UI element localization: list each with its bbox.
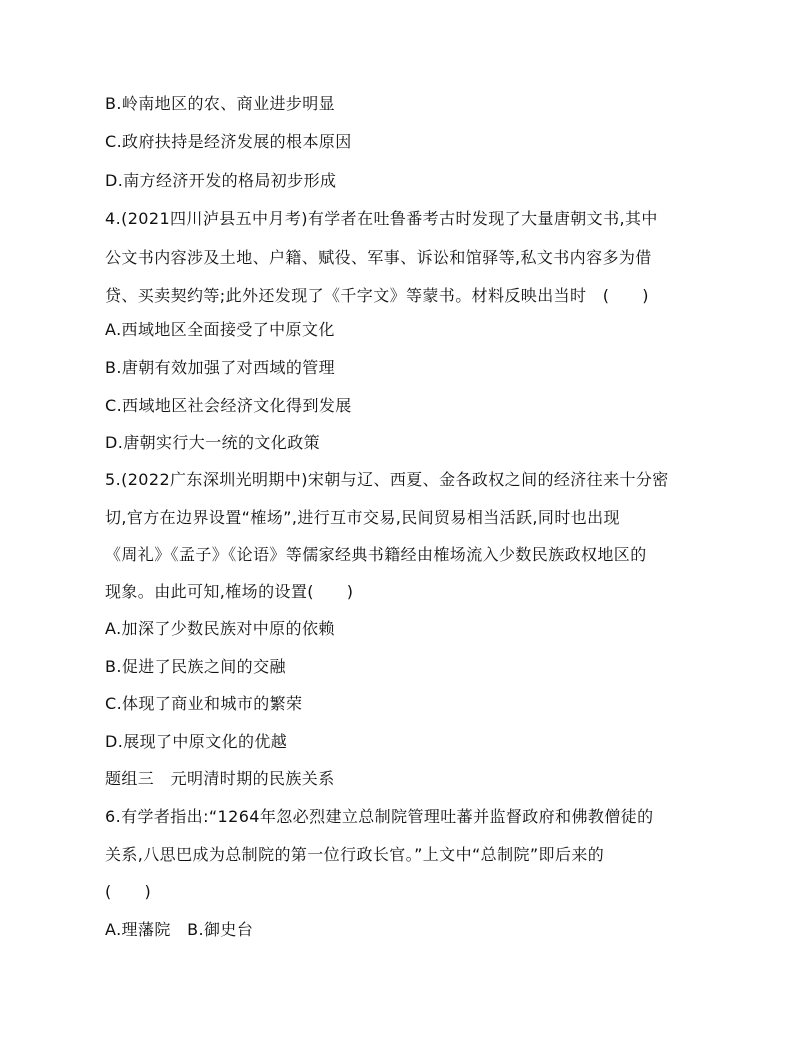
section-heading: 题组三 元明清时期的民族关系 (105, 769, 335, 788)
option-a-q5: A.加深了少数民族对中原的依赖 (105, 619, 335, 638)
option-d-q3: D.南方经济开发的格局初步形成 (105, 171, 337, 190)
option-b-q3: B.岭南地区的农、商业进步明显 (105, 94, 336, 113)
option-c-q5: C.体现了商业和城市的繁荣 (105, 694, 303, 713)
question-6-line-1: 6.有学者指出:“1264年忽必烈建立总制院管理吐蕃并监督政府和佛教僧徒的 (105, 807, 654, 826)
question-5-line-1: 5.(2022广东深圳光明期中)宋朝与辽、西夏、金各政权之间的经济往来十分密 (105, 470, 669, 489)
question-5-line-3: 《周礼》《孟子》《论语》等儒家经典书籍经由榷场流入少数民族政权地区的 (105, 545, 647, 564)
question-4-line-1: 4.(2021四川泸县五中月考)有学者在吐鲁番考古时发现了大量唐朝文书,其中 (105, 209, 658, 228)
option-d-q5: D.展现了中原文化的优越 (105, 732, 288, 751)
option-ab-q6: A.理藩院 B.御史台 (105, 920, 254, 939)
option-c-q4: C.西域地区社会经济文化得到发展 (105, 396, 352, 415)
option-c-q3: C.政府扶持是经济发展的根本原因 (105, 132, 352, 151)
option-d-q4: D.唐朝实行大一统的文化政策 (105, 433, 321, 452)
option-b-q4: B.唐朝有效加强了对西域的管理 (105, 358, 336, 377)
question-6-line-3: ( ) (105, 882, 152, 901)
option-b-q5: B.促进了民族之间的交融 (105, 657, 286, 676)
question-5-line-2: 切,官方在边界设置“榷场”,进行互市交易,民间贸易相当活跃,同时也出现 (105, 508, 620, 527)
question-4-line-2: 公文书内容涉及土地、户籍、赋役、军事、诉讼和馆驿等,私文书内容多为借 (105, 248, 652, 267)
question-6-line-2: 关系,八思巴成为总制院的第一位行政长官。”上文中“总制院”即后来的 (105, 845, 605, 864)
option-a-q4: A.西域地区全面接受了中原文化 (105, 320, 335, 339)
question-5-line-4: 现象。由此可知,榷场的设置( ) (105, 582, 354, 601)
question-4-line-3: 贷、买卖契约等;此外还发现了《千字文》等蒙书。材料反映出当时 ( ) (105, 286, 649, 305)
